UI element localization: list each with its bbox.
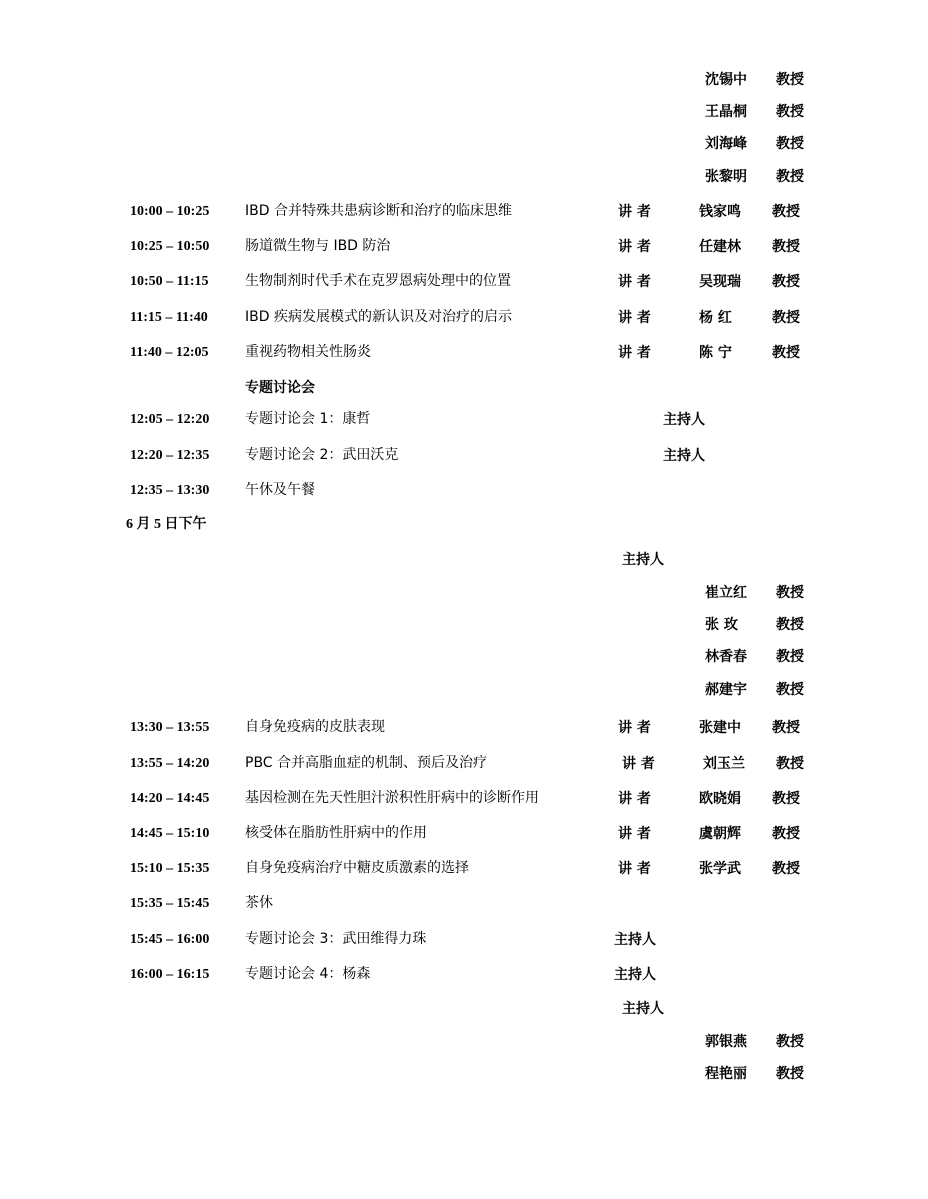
session-time: 12:05 – 12:20 [130,412,210,427]
moderator-name: 林香春 [705,649,747,665]
session-topic: 茶休 [245,895,273,911]
speaker-title: 教授 [772,791,800,807]
session-topic: 午休及午餐 [245,482,315,498]
speaker-label: 讲 者 [618,791,651,807]
speaker-title: 教授 [772,826,800,842]
session-time: 13:30 – 13:55 [130,720,210,735]
moderator-label: 主持人 [622,552,664,568]
session-time: 14:45 – 15:10 [130,826,210,841]
session-time: 10:00 – 10:25 [130,204,210,219]
speaker-title: 教授 [772,239,800,255]
host-label: 主持人 [614,967,656,983]
speaker-name: 刘玉兰 [703,756,745,772]
speaker-name: 虞朝辉 [699,826,741,842]
session-time: 11:40 – 12:05 [130,345,209,360]
session-topic: 核受体在脂肪性肝病中的作用 [245,825,427,841]
session-topic: 专题讨论会 1：康哲 [245,411,371,427]
speaker-title: 教授 [772,345,800,361]
host-label: 主持人 [614,932,656,948]
session-time: 16:00 – 16:15 [130,967,210,982]
speaker-title: 教授 [772,274,800,290]
speaker-label: 讲 者 [618,274,651,290]
moderator-title: 教授 [776,169,804,185]
speaker-label: 讲 者 [618,204,651,220]
moderator-title: 教授 [776,136,804,152]
moderator-name: 张黎明 [705,169,747,185]
afternoon-heading: 6 月 5 日下午 [126,517,207,532]
session-topic: 基因检测在先天性胆汁淤积性肝病中的诊断作用 [245,790,539,806]
host-label: 主持人 [663,412,705,428]
session-time: 11:15 – 11:40 [130,310,208,325]
session-time: 13:55 – 14:20 [130,756,210,771]
speaker-title: 教授 [772,720,800,736]
speaker-title: 教授 [772,861,800,877]
moderator-title: 教授 [776,585,804,601]
session-topic: 专题讨论会 2：武田沃克 [245,447,399,463]
session-time: 15:35 – 15:45 [130,896,210,911]
session-time: 15:45 – 16:00 [130,932,210,947]
speaker-title: 教授 [776,756,804,772]
moderator-name: 刘海峰 [705,136,747,152]
session-time: 12:35 – 13:30 [130,483,210,498]
moderator-name: 郝建宇 [705,682,747,698]
moderator-title: 教授 [776,1066,804,1082]
moderator-title: 教授 [776,682,804,698]
session-time: 12:20 – 12:35 [130,448,210,463]
moderator-title: 教授 [776,72,804,88]
moderator-name: 王晶桐 [705,104,747,120]
session-topic: 自身免疫病治疗中糖皮质激素的选择 [245,860,469,876]
speaker-label: 讲 者 [618,310,651,326]
speaker-name: 任建林 [699,239,741,255]
speaker-name: 吴现瑞 [699,274,741,290]
host-label: 主持人 [663,448,705,464]
moderator-name: 张 玫 [705,617,738,633]
session-topic: 肠道微生物与 IBD 防治 [245,238,391,254]
moderator-name: 程艳丽 [705,1066,747,1082]
speaker-name: 钱家鸣 [699,204,741,220]
discussion-heading: 专题讨论会 [245,380,315,396]
session-topic: IBD 合并特殊共患病诊断和治疗的临床思维 [245,203,512,219]
moderator-title: 教授 [776,1034,804,1050]
session-time: 10:25 – 10:50 [130,239,210,254]
speaker-name: 张学武 [699,861,741,877]
speaker-title: 教授 [772,310,800,326]
speaker-label: 讲 者 [618,861,651,877]
moderator-title: 教授 [776,104,804,120]
moderator-name: 沈锡中 [705,72,747,88]
session-time: 10:50 – 11:15 [130,274,209,289]
session-topic: IBD 疾病发展模式的新认识及对治疗的启示 [245,309,512,325]
session-topic: 生物制剂时代手术在克罗恩病处理中的位置 [245,273,511,289]
moderator-name: 郭银燕 [705,1034,747,1050]
session-topic: PBC 合并高脂血症的机制、预后及治疗 [245,755,488,771]
session-time: 14:20 – 14:45 [130,791,210,806]
session-time: 15:10 – 15:35 [130,861,210,876]
speaker-label: 讲 者 [618,345,651,361]
session-topic: 重视药物相关性肠炎 [245,344,371,360]
moderator-label: 主持人 [622,1001,664,1017]
session-topic: 自身免疫病的皮肤表现 [245,719,385,735]
speaker-label: 讲 者 [618,239,651,255]
speaker-label: 讲 者 [618,826,651,842]
speaker-label: 讲 者 [618,720,651,736]
speaker-name: 杨 红 [699,310,732,326]
moderator-title: 教授 [776,617,804,633]
session-topic: 专题讨论会 3：武田维得力珠 [245,931,427,947]
moderator-name: 崔立红 [705,585,747,601]
session-topic: 专题讨论会 4：杨森 [245,966,371,982]
moderator-title: 教授 [776,649,804,665]
speaker-name: 张建中 [699,720,741,736]
speaker-name: 欧晓娟 [699,791,741,807]
speaker-label: 讲 者 [622,756,655,772]
speaker-name: 陈 宁 [699,345,732,361]
speaker-title: 教授 [772,204,800,220]
